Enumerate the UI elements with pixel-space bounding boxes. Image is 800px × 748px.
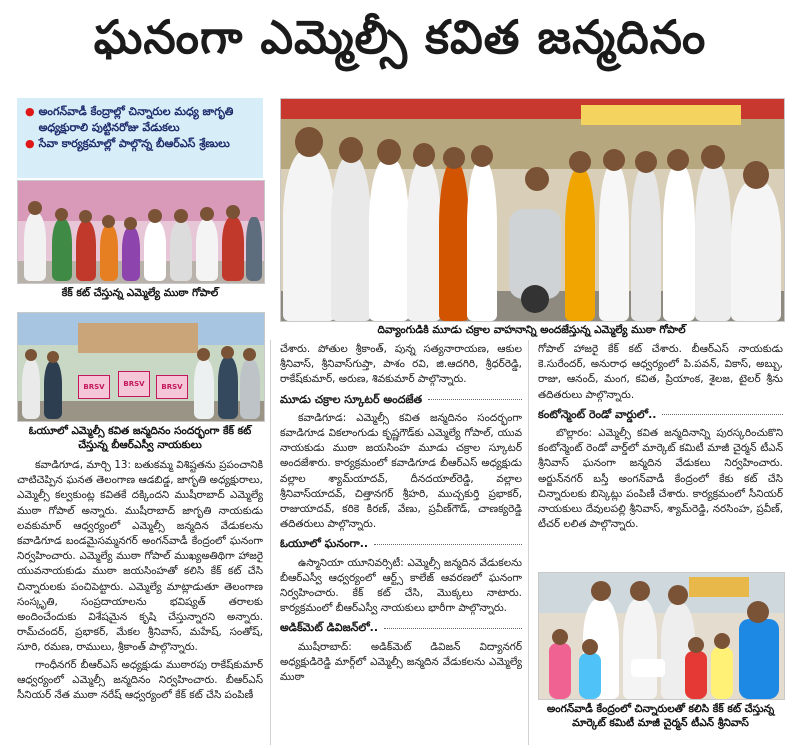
article-paragraph: ముషీరాబాద్: అడిక్‌మెట్ డివిజన్ విద్యానగర్ అధ్యక్షుడిరెడ్డి మార్గ్‌లో ఎమ్మెల్సీ జన్మదిన వేడుకలను ఎమ్మెల్యే ముఠా xyxy=(280,640,522,684)
child-figure xyxy=(711,647,733,699)
photo-caption: ఓయూలో ఎమ్మెల్సీ కవిత జన్మదినం సందర్భంగా కేక్ కట్ చేస్తున్న బీఆర్ఎస్వీ నాయకులు xyxy=(28,425,252,451)
photo-ou-celebration xyxy=(17,312,265,422)
article-subhead: ఓయూలో ఘనంగా.. xyxy=(280,536,522,551)
banner: BRSV xyxy=(118,371,150,397)
photo-caption: కేక్ కట్ చేస్తున్న ఎమ్మెల్యే ముఠా గోపాల్ xyxy=(61,287,219,299)
photo-cake-cutting-left xyxy=(17,180,265,284)
article-subhead: అడిక్‌మెట్ డివిజన్‌లో.. xyxy=(280,620,522,635)
article-paragraph: ఉస్మానియా యూనివర్సిటీ: ఎమ్మెల్సీ జన్మదిన వేడుకలను బీఆర్ఎస్వీ ఆధ్వర్యంలో ఆర్ట్స్ కాలేజ్ ఆవరణలో ఘనంగా నిర్వహించారు. కేక్ కట్ చేసి, మొక్కలు నాటారు. కార్యక్రమంలో బీఆర్ఎస్వీ నాయకులు భారీగా పాల్గొన్నారు. xyxy=(280,556,522,615)
article-column-3 xyxy=(538,342,783,568)
child-figure xyxy=(739,619,779,699)
bullet-dot-icon: ● xyxy=(25,105,35,118)
scooter-wheel xyxy=(521,285,549,313)
photo-anganwadi-kids xyxy=(538,572,785,700)
article-column-2 xyxy=(280,342,522,746)
photo-tricycle-handover xyxy=(280,98,785,322)
highlight-item xyxy=(25,104,257,136)
article-paragraph: కవాడిగూడ: ఎమ్మెల్సీ కవిత జన్మదినం సందర్భంగా కవాడిగూడ వికలాంగుడు కృష్ణగౌడ్‌కు ఎమ్మెల్యే గోపాల్, యువ నాయకుడు ముఠా జయసింహ మూడు చక్రాల స్కూటర్ అందజేశారు. కార్యక్రమంలో కవాడిగూడ బీఆర్ఎస్ అధ్యక్షుడు వల్లాల శ్యామ్‌యాదవ్, దీనదయాల్‌రెడ్డి, వల్లాల శ్రీనివాస్‌యాదవ్, చిత్తానగర్ శ్రీహరి, ముచ్చకుర్తి ప్రభాకర్, రాజుయాదవ్, కరికె కిరణ్, వేణు, ప్రవీణ్‌గౌడ్, చాణక్యరెడ్డి తదితరులు పాల్గొన్నారు. xyxy=(280,411,522,531)
article-paragraph: బొల్లారం: ఎమ్మెల్సీ కవిత జన్మదినాన్ని పురస్కరించుకొని కంటోన్మెంట్ రెండో వార్డ్‌లో మార్కెట్ కమిటీ మాజీ చైర్మన్ టీఎన్ శ్రీనివాస్ ఘనంగా జన్మదిన వేడుకలు నిర్వహించారు. అర్జున్‌నగర్ బస్తీ అంగన్‌వాడీ కేంద్రంలో కేకు కట్ చేసి చిన్నారులకు బిస్కెట్లు పంపిణీ చేశారు. కార్యక్రమంలో సీనియర్ నాయకులు దేవులపల్లి శ్రీనివాస్, శ్యామ్‌రెడ్డి, నరసింహ, ప్రవీణ్, టీచర్ లలిత పాల్గొన్నారు. xyxy=(538,427,783,531)
highlight-text: అంగన్‌వాడీ కేంద్రాల్లో చిన్నారుల మధ్య జాగృతి అధ్యక్షురాలి పుట్టినరోజు వేడుకలు xyxy=(38,105,234,134)
article-paragraph: చేశారు. పోతుల శ్రీకాంత్, పున్న సత్యనారాయణ, ఆకుల శ్రీనివాస్, శ్రీనివాస్‌గుప్తా, పాశం రవి, జి.ఆదగిరి, శ్రీధర్‌రెడ్డి, రాకేష్‌కుమార్, అరుణ, శివకుమార్ పాల్గొన్నారు. xyxy=(280,343,522,386)
photo-caption: అంగన్‌వాడీ కేంద్రంలో చిన్నారులతో కలిసి కేక్ కట్ చేస్తున్న మార్కెట్ కమిటీ మాజీ చైర్మన్ టీఎన్ శ్రీనివాస్ xyxy=(546,703,775,729)
headline: ఘనంగా ఎమ్మెల్సీ కవిత జన్మదినం xyxy=(93,10,707,64)
column-divider xyxy=(270,340,271,745)
child-figure xyxy=(685,651,707,699)
article-paragraph: కవాడిగూడ, మార్చి 13: బతుకమ్మ విశిష్టతను ప్రపంచానికి చాటిచెప్పిన ఘనత తెలంగాణ ఆడబిడ్డ, జాగృతి అధ్యక్షురాలు, ఎమ్మెల్సీ కల్వకుంట్ల కవితకే దక్కిందని ముషీరాబాద్ ఎమ్మెల్యే ముఠా గోపాల్ అన్నారు. ముషీరాబాద్ జాగృతి నాయకుడు లవకుమార్ ఆధ్వర్యంలో ఎమ్మెల్సీ జన్మదిన వేడుకలను కవాడిగూడ బండమైసమ్మనగర్ అంగన్‌వాడీ కేంద్రంలో ఘనంగా నిర్వహించారు. ఎమ్మెల్యే ముఠా గోపాల్ ముఖ్యఅతిథిగా హాజరై యువనాయకుడు ముఠా జయసింహతో కలిసి కేక్ కట్ చేసి చిన్నారులకు పంచిపెట్టారు. ఎమ్మెల్యే మాట్లాడుతూ తెలంగాణ సంస్కృతి, సంప్రదాయాలను భవిష్యత్ తరాలకు అందించేందుకు విశేషమైన కృషి చేస్తున్నారని అన్నారు. రామ్‌చందర్, ప్రభాకర్, మేకల శ్రీనివాస్, మహేష్, సంతోష్, సూరి, రమణ, రాములు, శ్రీకాంత్ పాల్గొన్నారు. xyxy=(17,459,263,654)
banner: BRSV xyxy=(156,375,188,399)
highlight-text: సేవా కార్యక్రమాల్లో పాల్గొన్న బీఆర్ఎస్ శ్రేణులు xyxy=(38,137,230,150)
bullet-dot-icon: ● xyxy=(25,137,35,150)
building-shape xyxy=(78,323,198,353)
article-paragraph: గాంధీనగర్ బీఆర్ఎస్ అధ్యక్షుడు ముఠారపు రాకేష్‌కుమార్ ఆధ్వర్యంలో ఎమ్మెల్సీ జన్మదినం నిర్వహించారు. బీఆర్ఎస్ సీనియర్ నేత ముఠా నరేష్ ఆధ్వర్యంలో కేక్ కట్ చేసి పంపిణీ xyxy=(17,658,263,702)
child-figure xyxy=(549,643,571,699)
shop-signboard xyxy=(581,105,741,125)
banner: BRSV xyxy=(78,375,110,399)
article-subhead: మూడు చక్రాల స్కూటర్ అందజేత xyxy=(280,392,522,407)
highlight-item xyxy=(25,136,257,152)
photo-caption: దివ్యాంగుడికి మూడు చక్రాల వాహనాన్ని అందజేస్తున్న ఎమ్మెల్యే ముఠా గోపాల్ xyxy=(377,324,686,336)
cake-shape xyxy=(631,659,665,677)
column-divider xyxy=(528,340,529,745)
article-column-1 xyxy=(17,458,263,746)
article-paragraph: గోపాల్ హాజరై కేక్ కట్ చేశారు. బీఆర్ఎస్ నాయకుడు కె.సురేందర్, అనురాధ ఆధ్వర్యంలో పి.పవన్, వికాస్, అబ్బు, రాజు, ఆనంద్, మంగ, కవిత, ప్రియాంక, శైలజ, టైలర్ శ్రీను తదితరులు పాల్గొన్నారు. xyxy=(538,343,783,401)
wall-poster xyxy=(689,577,749,597)
highlights-box xyxy=(17,98,263,178)
child-figure xyxy=(579,653,601,699)
article-subhead: కంటోన్మెంట్ రెండో వార్డులో.. xyxy=(538,407,783,422)
